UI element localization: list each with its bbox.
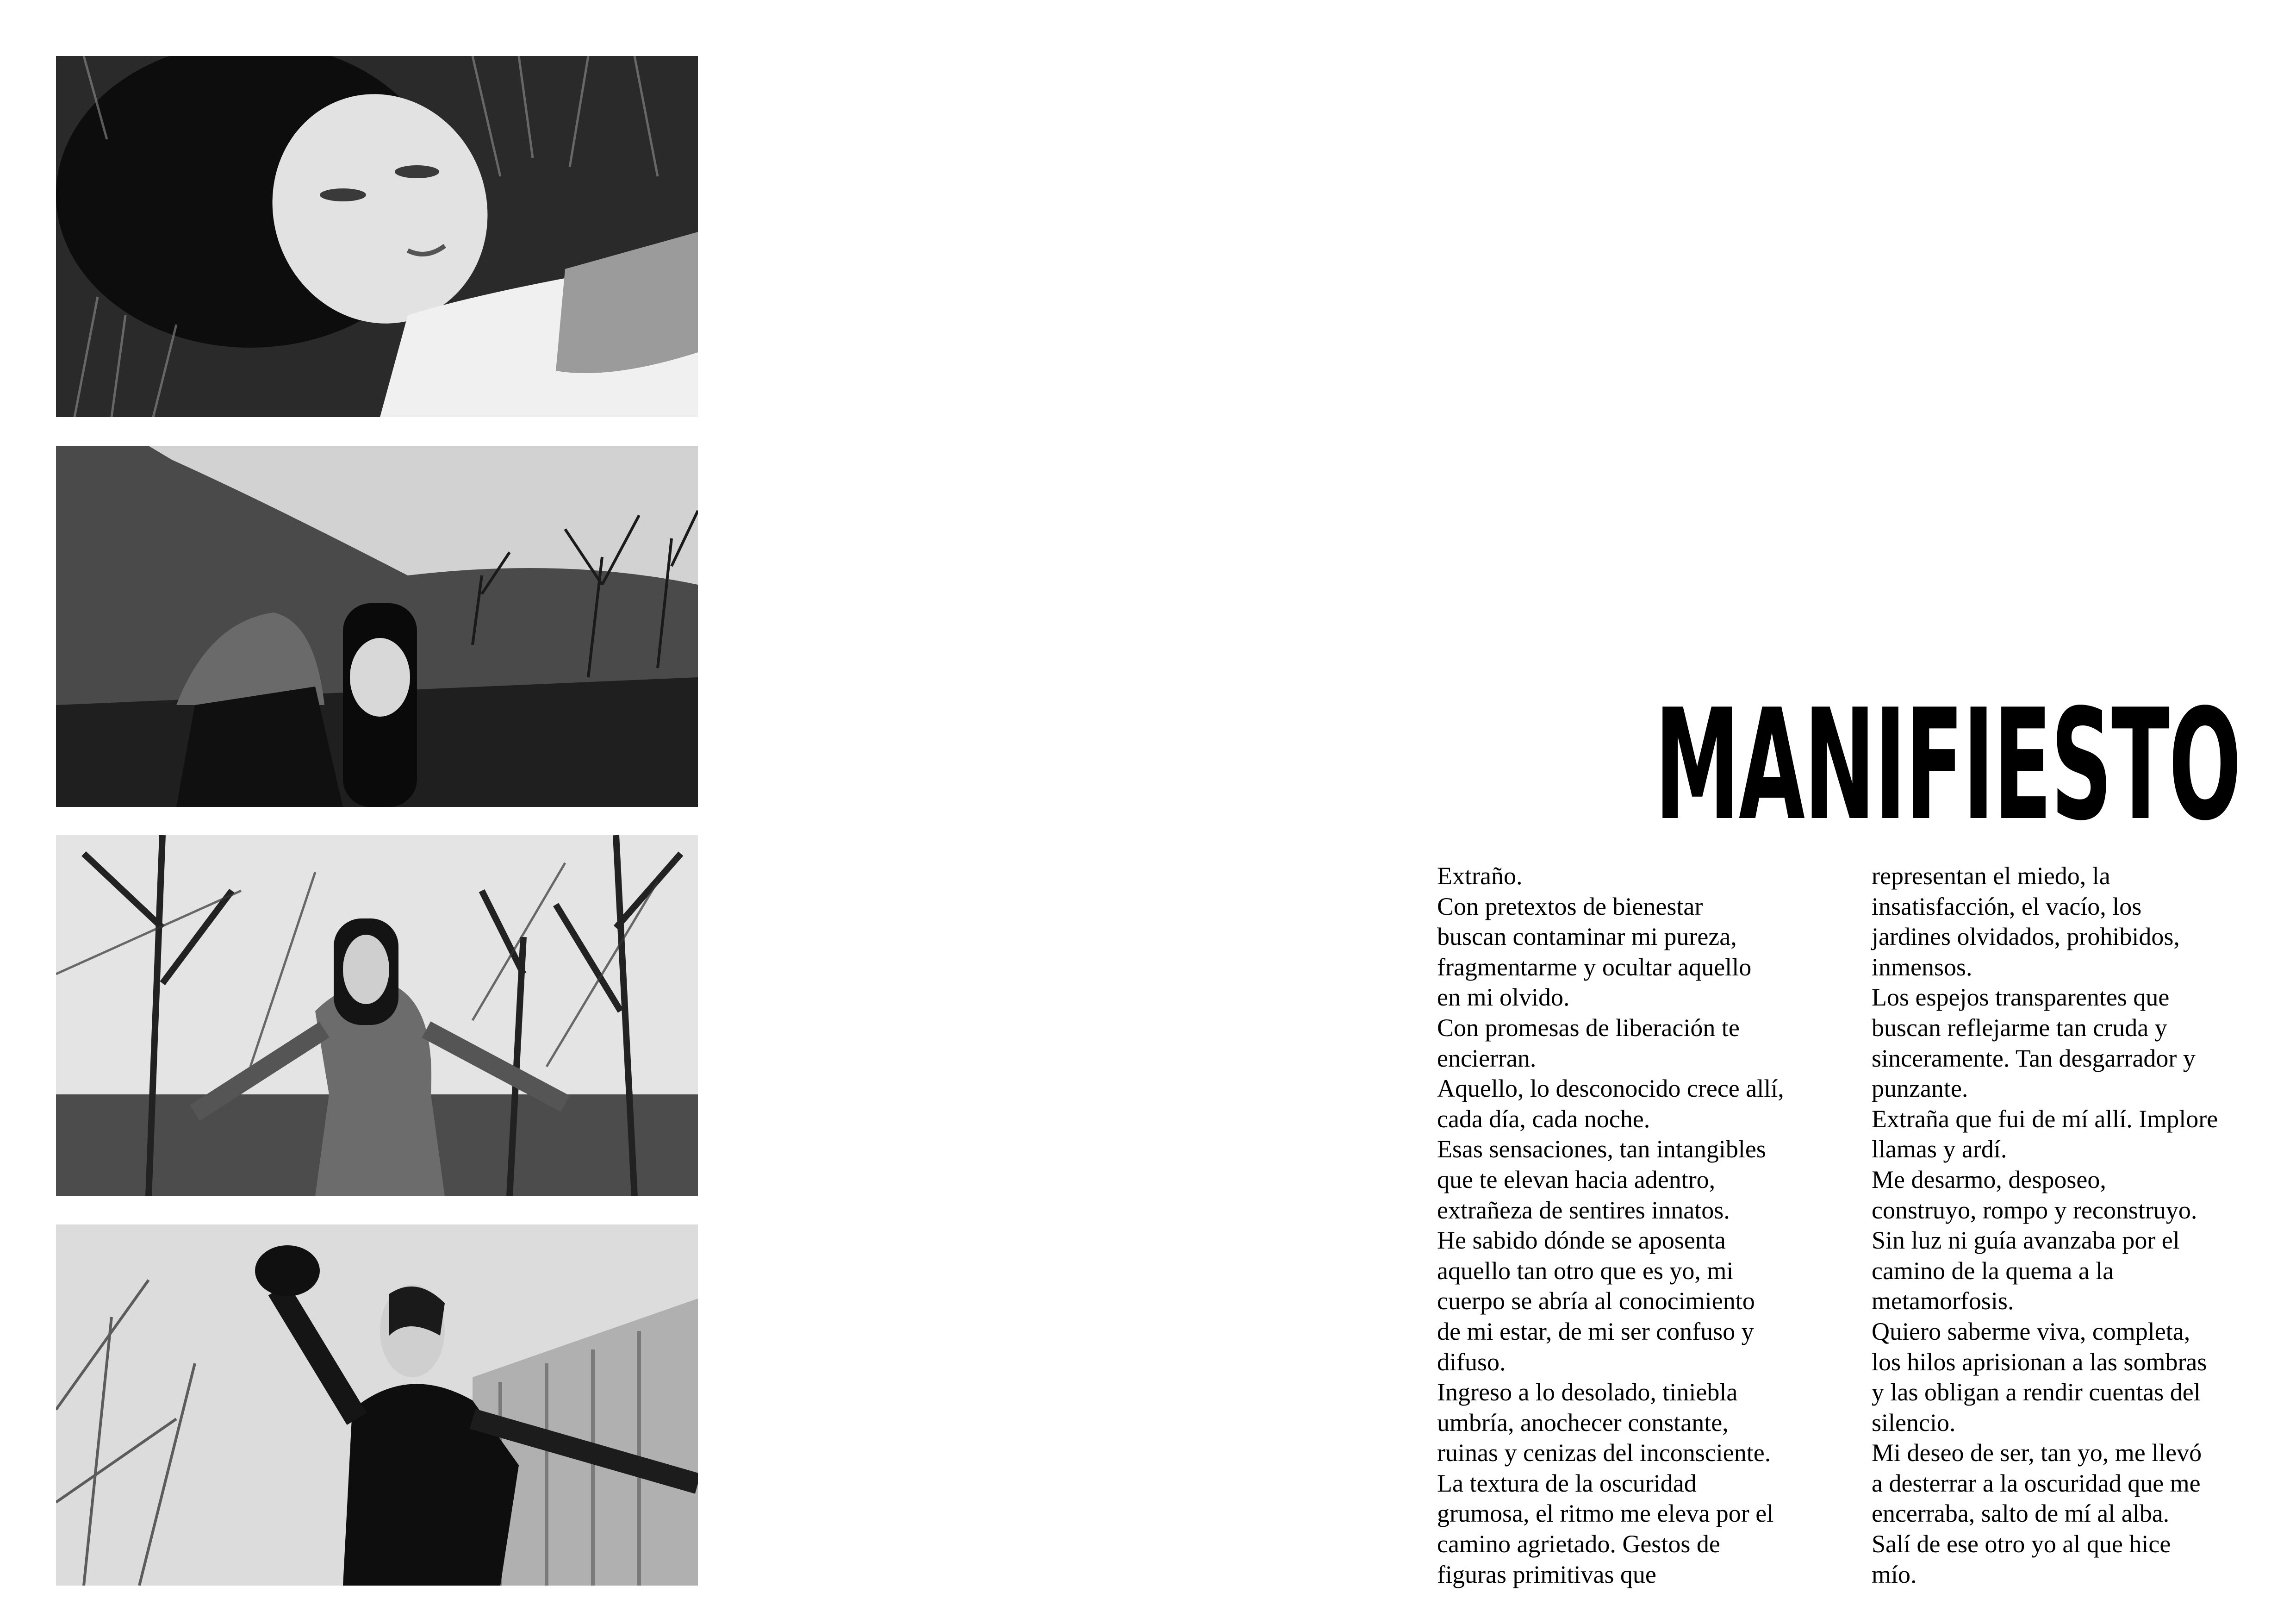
text-line: Extraño.: [1437, 862, 1523, 890]
text-line: aquello tan otro que es yo, mi: [1437, 1256, 1734, 1285]
text-line: camino agrietado. Gestos de: [1437, 1530, 1720, 1558]
text-line: Sin luz ni guía avanzaba por el: [1872, 1226, 2180, 1255]
text-line: inmensos.: [1872, 953, 1972, 981]
text-line: cada día, cada noche.: [1437, 1105, 1650, 1133]
photo-figure-bare-trees: [56, 835, 698, 1196]
text-line: Quiero saberme viva, completa,: [1872, 1317, 2190, 1345]
photo-figure-ruins-icon: [56, 1224, 698, 1586]
text-line: Esas sensaciones, tan intangibles: [1437, 1135, 1766, 1163]
text-line: a desterrar a la oscuridad que me: [1872, 1469, 2201, 1497]
text-line: ruinas y cenizas del inconsciente.: [1437, 1439, 1771, 1467]
page-title: MANIFIESTO: [1655, 676, 2240, 854]
text-line: fragmentarme y ocultar aquello: [1437, 953, 1752, 981]
photo-figure-leaves-ravine-icon: [56, 446, 698, 807]
manifesto-text-column-2: [1872, 861, 2279, 1590]
text-line: buscan contaminar mi pureza,: [1437, 923, 1737, 951]
text-line: figuras primitivas que: [1437, 1560, 1656, 1588]
text-line: metamorfosis.: [1872, 1287, 2014, 1315]
text-line: jardines olvidados, prohibidos,: [1872, 923, 2180, 951]
text-line: camino de la quema a la: [1872, 1256, 2114, 1285]
text-line: mío.: [1872, 1560, 1917, 1588]
text-line: La textura de la oscuridad: [1437, 1469, 1697, 1497]
text-line: extrañeza de sentires innatos.: [1437, 1196, 1730, 1224]
manifesto-text-column-1: [1437, 861, 1844, 1590]
text-line: los hilos aprisionan a las sombras: [1872, 1348, 2207, 1376]
text-line: buscan reflejarme tan cruda y: [1872, 1013, 2167, 1042]
text-line: construyo, rompo y reconstruyo.: [1872, 1196, 2197, 1224]
text-line: cuerpo se abría al conocimiento: [1437, 1287, 1755, 1315]
text-line: Salí de ese otro yo al que hice: [1872, 1530, 2171, 1558]
text-line: Con pretextos de bienestar: [1437, 892, 1703, 920]
text-line: Me desarmo, desposeo,: [1872, 1165, 2106, 1193]
photo-woman-lying-grass-icon: [56, 56, 698, 417]
text-line: Extraña que fui de mí allí. Implore: [1872, 1105, 2218, 1133]
text-line: Los espejos transparentes que: [1872, 983, 2170, 1012]
text-line: encerraba, salto de mí al alba.: [1872, 1499, 2170, 1528]
text-line: en mi olvido.: [1437, 983, 1570, 1012]
text-line: Ingreso a lo desolado, tiniebla: [1437, 1378, 1738, 1406]
text-line: Aquello, lo desconocido crece allí,: [1437, 1074, 1784, 1103]
photo-figure-bare-trees-icon: [56, 835, 698, 1196]
text-line: silencio.: [1872, 1408, 1956, 1437]
text-line: llamas y ardí.: [1872, 1135, 2007, 1163]
text-line: sinceramente. Tan desgarrador y: [1872, 1044, 2196, 1072]
text-line: que te elevan hacia adentro,: [1437, 1165, 1716, 1193]
text-line: grumosa, el ritmo me eleva por el: [1437, 1499, 1774, 1528]
photo-figure-ruins: [56, 1224, 698, 1586]
text-line: Mi deseo de ser, tan yo, me llevó: [1872, 1439, 2202, 1467]
text-line: He sabido dónde se aposenta: [1437, 1226, 1726, 1255]
photo-figure-leaves-ravine: [56, 446, 698, 807]
photo-woman-lying-grass: [56, 56, 698, 417]
text-line: umbría, anochecer constante,: [1437, 1408, 1729, 1437]
text-line: de mi estar, de mi ser confuso y: [1437, 1317, 1754, 1345]
text-line: punzante.: [1872, 1074, 1968, 1103]
text-line: representan el miedo, la: [1872, 862, 2110, 890]
text-line: y las obligan a rendir cuentas del: [1872, 1378, 2201, 1406]
text-line: insatisfacción, el vacío, los: [1872, 892, 2142, 920]
text-line: Con promesas de liberación te: [1437, 1013, 1740, 1042]
text-line: encierran.: [1437, 1044, 1537, 1072]
text-line: difuso.: [1437, 1348, 1506, 1376]
